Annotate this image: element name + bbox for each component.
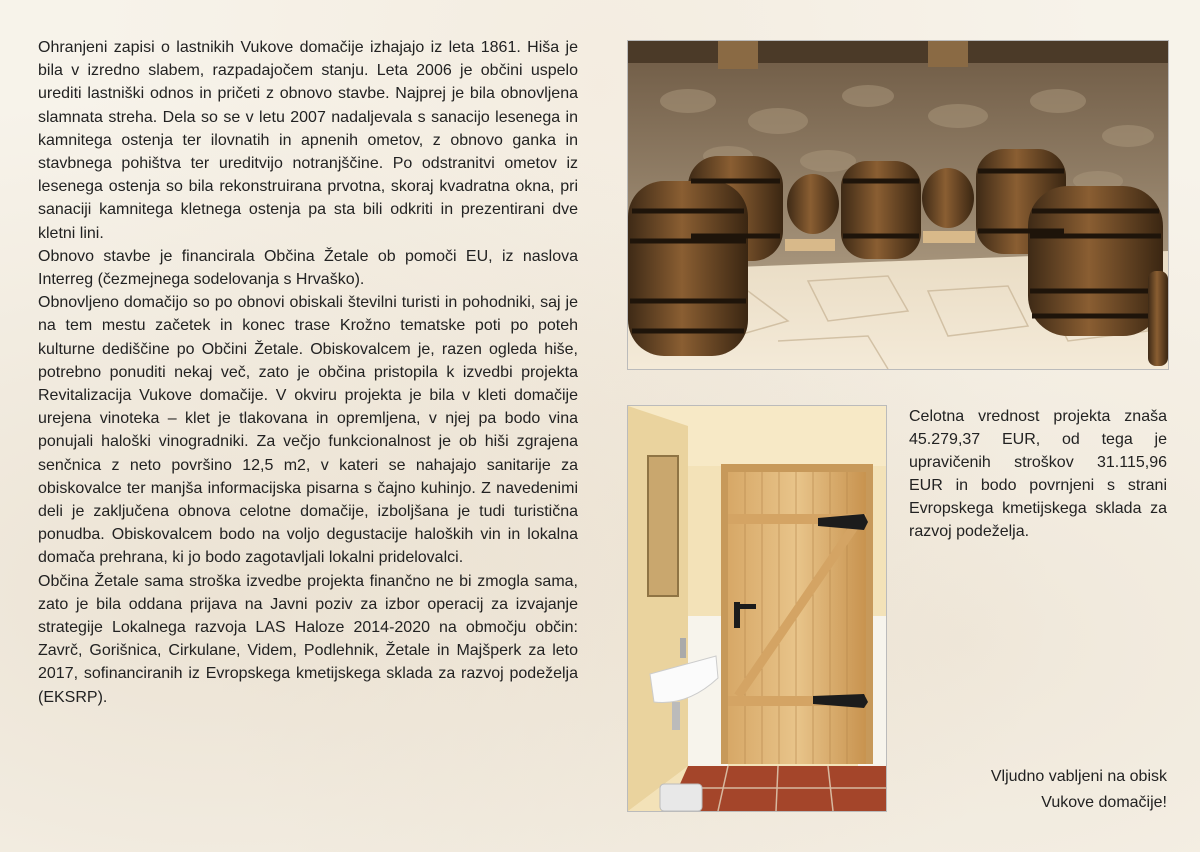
project-value-text: Celotna vrednost projekta znaša 45.279,37 EUR, od tega je upravičenih stroškov 31.115,96 EUR in bodo povrnjeni s strani Evropskega kmetijskega sklada za razvoj podeželja.	[909, 408, 1167, 540]
main-text-column	[38, 36, 578, 709]
invitation-text	[930, 764, 1167, 816]
paragraph-history: Ohranjeni zapisi o lastnikih Vukove domačije izhajajo iz leta 1861. Hiša je bila v izredno slabem, razpadajočem stanju. Leta 2006 je občini uspelo urediti lastniški odnos in pričeti z obnovo stavbe. Najprej je bila obnovljena slamnata streha. Dela so se v letu 2007 nadaljevala s sanacijo lesenega in kamnitega ostenja ter ilovnatih in apnenih ometov, z obnovo ganka in stavbnega pohištva ter ureditvijo notranjščine. Po odstranitvi ometov iz lesenega ostenja so bila rekonstruirana prvotna, skoraj kvadratna okna, pri sanaciji kamnitega kletnega ostenja pa sta bili odkriti in prezentirani dve kletni lini.	[38, 39, 578, 242]
paragraph-financing: Obnovo stavbe je financirala Občina Žetale ob pomoči EU, iz naslova Interreg (čezmejnega sodelovanja s Hrvaško).	[38, 247, 578, 289]
paragraph-las-haloze: Občina Žetale sama stroška izvedbe projekta finančno ne bi zmogla sama, zato je bila oddana prijava na Javni poziv za izbor operacij za izvajanje strategije Lokalnega razvoja LAS Haloze 2014-2020 na območju občin: Zavrč, Gorišnica, Cirkulane, Videm, Podlehnik, Žetale in Majšperk za leto 2017, sofinanciranih iz Evropskega kmetijskega sklada za razvoj podeželja (EKSRP).	[38, 572, 578, 706]
invitation-line-2: Vukove domačije!	[1041, 794, 1167, 811]
invitation-line-1: Vljudno vabljeni na obisk	[990, 768, 1167, 785]
bathroom-photo	[627, 405, 887, 812]
paragraph-revitalization: Obnovljeno domačijo so po obnovi obiskali številni turisti in pohodniki, saj je na tem mestu začetek in konec trase Krožno tematske poti po poteh kulturne dediščine po Občini Žetale. Obiskovalcem je, razen ogleda hiše, potrebno ponuditi nekaj več, zato je občina pristopila k izvedbi projekta Revitalizacija Vukove domačije. V okviru projekta je bila v kleti domačije urejena vinoteka – klet je tlakovana in opremljena, v njej pa bodo vina ponujali haloški vinogradniki. Za večjo funkcionalnost je ob hiši zgrajena senčnica z neto površino 12,5 m2, v kateri se nahajajo sanitarije za obiskovalce ter manjša informacijska pisarna s čajno kuhinjo. Z navedenimi deli je zaključena obnova celotne domačije, izboljšana je tudi turistična ponudba. Obiskovalcem bodo na voljo degustacije haloških vin in lokalna domača prehrana, ki jo bodo zagotavljali lokalni pridelovalci.	[38, 294, 578, 567]
wine-cellar-photo	[627, 40, 1169, 370]
